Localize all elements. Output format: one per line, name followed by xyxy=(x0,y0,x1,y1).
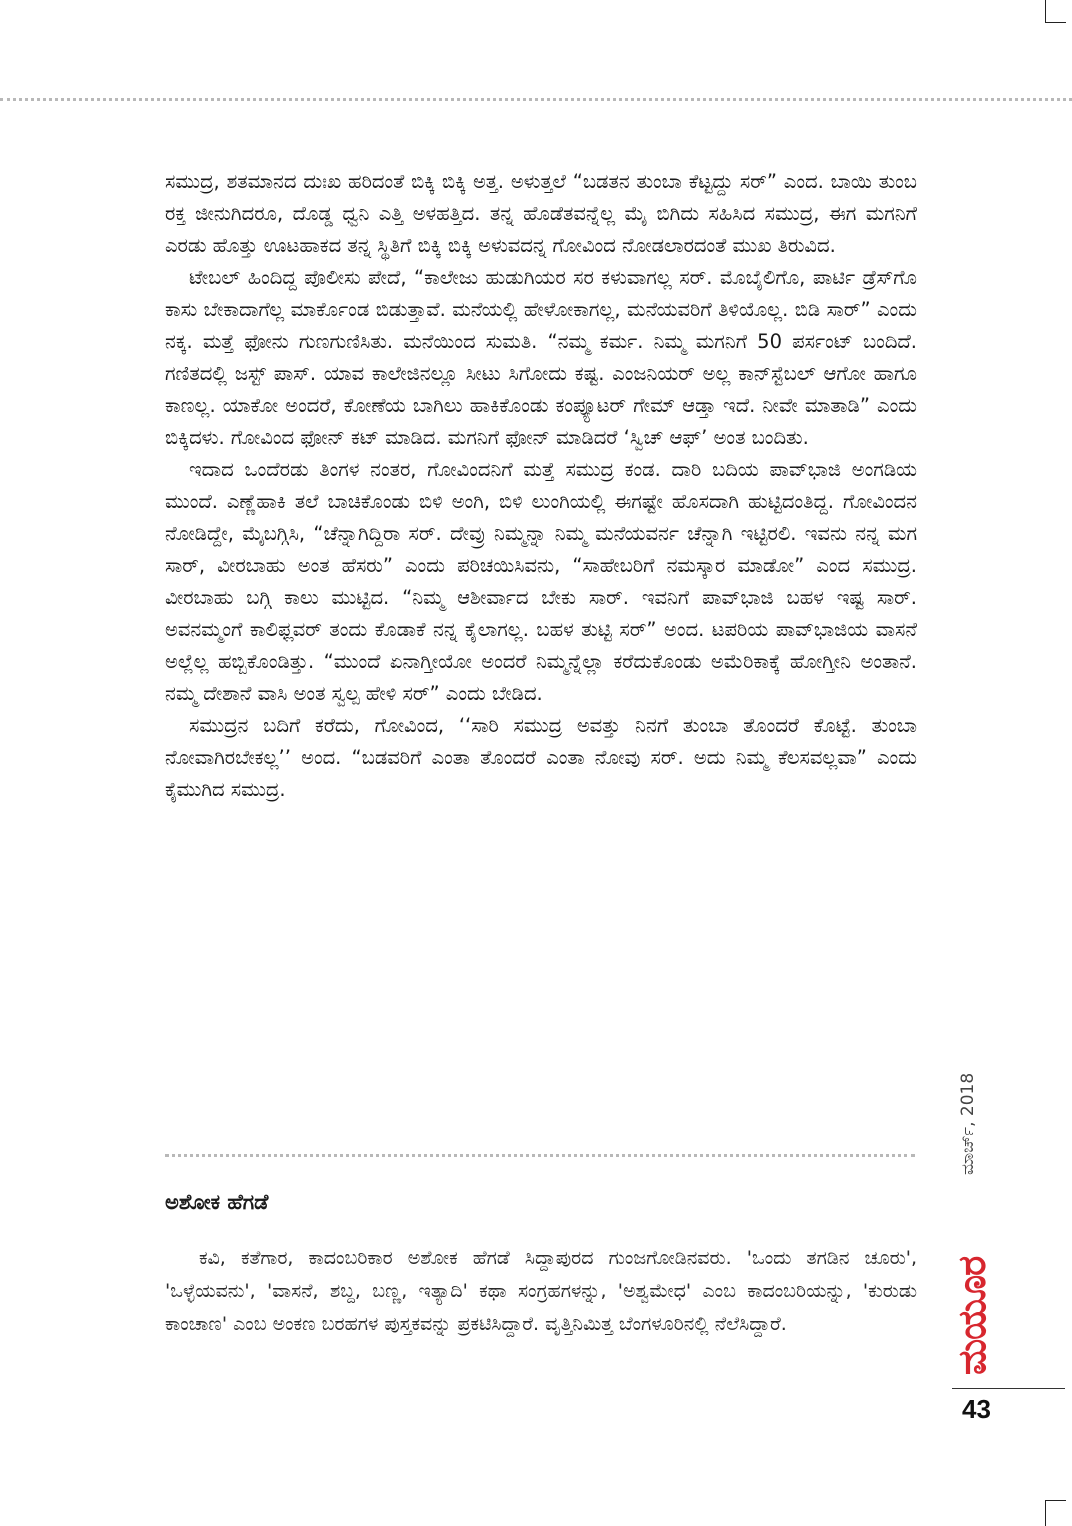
section-dotted-divider xyxy=(165,1154,915,1157)
page-number: 43 xyxy=(962,1394,991,1424)
story-paragraph: ಇದಾದ ಒಂದೆರಡು ತಿಂಗಳ ನಂತರ, ಗೋವಿಂದನಿಗೆ ಮತ್ತೆ ಸಮುದ್ರ ಕಂಡ. ದಾರಿ ಬದಿಯ ಪಾವ್‌ಭಾಜಿ ಅಂಗಡಿಯ ಮುಂದೆ. ಎಣ್ಣೆಹಾಕಿ ತಲೆ ಬಾಚಿಕೊಂಡು ಬಿಳಿ ಅಂಗಿ, ಬಿಳಿ ಲುಂಗಿಯಲ್ಲಿ ಈಗಷ್ಟೇ ಹೊಸದಾಗಿ ಹುಟ್ಟಿದಂತಿದ್ದ. ಗೋವಿಂದನ ನೋಡಿದ್ದೇ, ಮೈಬಗ್ಗಿಸಿ, “ಚೆನ್ನಾಗಿದ್ದಿರಾ ಸರ್. ದೇವ್ರು ನಿಮ್ಮನ್ನಾ ನಿಮ್ಮ ಮನೆಯವರ್ನ ಚೆನ್ನಾಗಿ ಇಟ್ಟಿರಲಿ. ಇವನು ನನ್ನ ಮಗ ಸಾರ್, ವೀರಬಾಹು ಅಂತ ಹೆಸರು” ಎಂದು ಪರಿಚಯಿಸಿವನು, “ಸಾಹೇಬರಿಗೆ ನಮಸ್ಕಾರ ಮಾಡೋ” ಎಂದ ಸಮುದ್ರ. ವೀರಬಾಹು ಬಗ್ಗಿ ಕಾಲು ಮುಟ್ಟಿದ. “ನಿಮ್ಮ ಆಶೀರ್ವಾದ ಬೇಕು ಸಾರ್. ಇವನಿಗೆ ಪಾವ್‌ಭಾಜಿ ಬಹಳ ಇಷ್ಟ ಸಾರ್. ಅವನಮ್ಮಂಗೆ ಕಾಲಿಫ್ಲವರ್ ತಂದು ಕೊಡಾಕೆ ನನ್ನ ಕೈಲಾಗಲ್ಲ. ಬಹಳ ತುಟ್ಟಿ ಸರ್” ಅಂದ. ಟಪರಿಯ ಪಾವ್‌ಭಾಜಿಯ ವಾಸನೆ ಅಲ್ಲೆಲ್ಲ ಹಬ್ಬಿಕೊಂಡಿತ್ತು. “ಮುಂದೆ ಏನಾಗ್ತೀಯೋ ಅಂದರೆ ನಿಮ್ಮನ್ನೆಲ್ಲಾ ಕರೆದುಕೊಂಡು ಅಮೆರಿಕಾಕ್ಕೆ ಹೋಗ್ತೀನಿ ಅಂತಾನೆ. ನಮ್ಮ ದೇಶಾನೆ ವಾಸಿ ಅಂತ ಸ್ವಲ್ಪ ಹೇಳಿ ಸರ್” ಎಂದು ಬೇಡಿದ. xyxy=(165,458,917,705)
crop-mark-bottom-right xyxy=(1045,1500,1066,1526)
crop-mark-top-right xyxy=(1045,0,1066,23)
author-bio: ಕವಿ, ಕತೆಗಾರ, ಕಾದಂಬರಿಕಾರ ಅಶೋಕ ಹೆಗಡೆ ಸಿದ್ದಾಪುರದ ಗುಂಜಗೋಡಿನವರು. 'ಒಂದು ತಗಡಿನ ಚೂರು', 'ಒಳ್ಳೆಯವನು', 'ವಾಸನೆ, ಶಬ್ದ, ಬಣ್ಣ, ಇತ್ಯಾದಿ' ಕಥಾ ಸಂಗ್ರಹಗಳನ್ನು, 'ಅಶ್ವಮೇಧ' ಎಂಬ ಕಾದಂಬರಿಯನ್ನು, 'ಕುರುಡು ಕಾಂಚಾಣ' ಎಂಬ ಅಂಕಣ ಬರಹಗಳ ಪುಸ್ತಕವನ್ನು ಪ್ರಕಟಿಸಿದ್ದಾರೆ. ವೃತ್ತಿನಿಮಿತ್ತ ಬೆಂಗಳೂರಿನಲ್ಲಿ ನೆಲೆಸಿದ್ದಾರೆ. xyxy=(165,1247,917,1335)
story-body xyxy=(165,166,917,806)
header-dotted-divider xyxy=(0,98,1072,101)
story-paragraph: ಸಮುದ್ರನ ಬದಿಗೆ ಕರೆದು, ಗೋವಿಂದ, ‘‘ಸಾರಿ ಸಮುದ್ರ ಅವತ್ತು ನಿನಗೆ ತುಂಬಾ ತೊಂದರೆ ಕೊಟ್ಟೆ. ತುಂಬಾ ನೋವಾಗಿರಬೇಕಲ್ಲ’’ ಅಂದ. “ಬಡವರಿಗೆ ಎಂತಾ ತೊಂದರೆ ಎಂತಾ ನೋವು ಸರ್. ಅದು ನಿಮ್ಮ ಕೆಲಸವಲ್ಲವಾ” ಎಂದು ಕೈಮುಗಿದ ಸಮುದ್ರ. xyxy=(165,714,917,801)
page-number-rule xyxy=(952,1388,1065,1389)
story-paragraph: ಟೇಬಲ್ ಹಿಂದಿದ್ದ ಪೊಲೀಸು ಪೇದೆ, “ಕಾಲೇಜು ಹುಡುಗಿಯರ ಸರ ಕಳುವಾಗಲ್ಲ ಸರ್. ಮೊಬೈಲಿಗೊ, ಪಾರ್ಟಿ ಡ್ರೆಸ್‌ಗೊ ಕಾಸು ಬೇಕಾದಾಗೆಲ್ಲ ಮಾರ್ಕೊಂಡ ಬಿಡುತ್ತಾವೆ. ಮನೆಯಲ್ಲಿ ಹೇಳೋಕಾಗಲ್ಲ, ಮನೆಯವರಿಗೆ ತಿಳಿಯೊಲ್ಲ. ಬಿಡಿ ಸಾರ್” ಎಂದು ನಕ್ಕ. ಮತ್ತೆ ಫೋನು ಗುಣಗುಣಿಸಿತು. ಮನೆಯಿಂದ ಸುಮತಿ. “ನಮ್ಮ ಕರ್ಮ. ನಿಮ್ಮ ಮಗನಿಗೆ 50 ಪರ್ಸಂಟ್ ಬಂದಿದೆ. ಗಣಿತದಲ್ಲಿ ಜಸ್ಟ್ ಪಾಸ್. ಯಾವ ಕಾಲೇಜಿನಲ್ಲೂ ಸೀಟು ಸಿಗೋದು ಕಷ್ಟ. ಎಂಜನಿಯರ್ ಅಲ್ಲ ಕಾನ್‌ಸ್ಟೆಬಲ್ ಆಗೋ ಹಾಗೂ ಕಾಣಲ್ಲ. ಯಾಕೋ ಅಂದರೆ, ಕೋಣೆಯ ಬಾಗಿಲು ಹಾಕಿಕೊಂಡು ಕಂಪ್ಯೂಟರ್ ಗೇಮ್ ಆಡ್ತಾ ಇದೆ. ನೀವೇ ಮಾತಾಡಿ” ಎಂದು ಬಿಕ್ಕಿದಳು. ಗೋವಿಂದ ಫೋನ್ ಕಟ್ ಮಾಡಿದ. ಮಗನಿಗೆ ಫೋನ್ ಮಾಡಿದರೆ ‘ಸ್ವಿಚ್ ಆಫ್’ ಅಂತ ಬಂದಿತು. xyxy=(165,266,917,449)
author-name: ಅಶೋಕ ಹೆಗಡೆ xyxy=(165,1190,269,1214)
story-paragraph: ಸಮುದ್ರ, ಶತಮಾನದ ದುಃಖ ಹರಿದಂತೆ ಬಿಕ್ಕಿ ಬಿಕ್ಕಿ ಅತ್ತ. ಅಳುತ್ತಲೆ “ಬಡತನ ತುಂಬಾ ಕೆಟ್ಟದ್ದು ಸರ್” ಎಂದ. ಬಾಯಿ ತುಂಬ ರಕ್ತ ಜೀನುಗಿದರೂ, ದೊಡ್ಡ ಧ್ವನಿ ಎತ್ತಿ ಅಳಹತ್ತಿದ. ತನ್ನ ಹೊಡೆತವನ್ನೆಲ್ಲ ಮೈ ಬಿಗಿದು ಸಹಿಸಿದ ಸಮುದ್ರ, ಈಗ ಮಗನಿಗೆ ಎರಡು ಹೊತ್ತು ಊಟಹಾಕದ ತನ್ನ ಸ್ಥಿತಿಗೆ ಬಿಕ್ಕಿ ಬಿಕ್ಕಿ ಅಳುವದನ್ನ ಗೋವಿಂದ ನೋಡಲಾರದಂತೆ ಮುಖ ತಿರುವಿದ. xyxy=(165,170,917,257)
